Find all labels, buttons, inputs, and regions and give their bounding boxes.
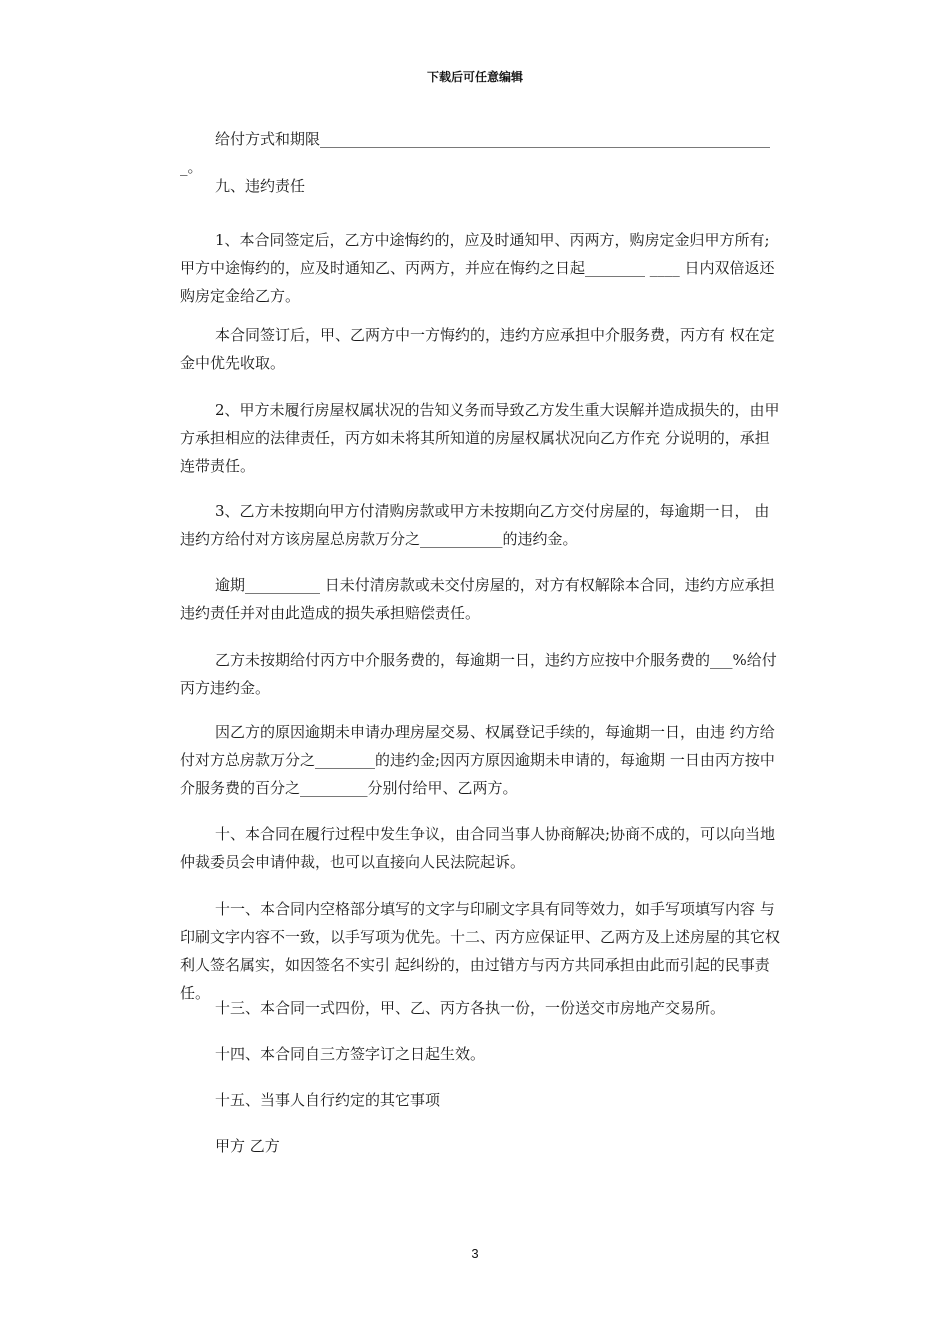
page-number: 3: [471, 1246, 479, 1261]
page-header: 下载后可任意编辑: [426, 70, 523, 84]
clause-3-service-fee: 乙方未按期给付丙方中介服务费的，每逾期一日，违约方应按中介服务费的___%给付丙方违约金。: [180, 651, 777, 697]
section-ten-dispute: 十、本合同在履行过程中发生争议，由合同当事人协商解决;协商不成的，可以向当地仲裁委员会申请仲裁，也可以直接向人民法院起诉。: [180, 825, 776, 871]
clause-3-overdue: 逾期__________ 日未付清房款或未交付房屋的，对方有权解除本合同，违约方应承担违约责任并对由此造成的损失承担赔偿责任。: [180, 576, 775, 622]
clause-1: 1、本合同签定后，乙方中途悔约的，应及时通知甲、丙两方，购房定金归甲方所有;甲方中途悔约的，应及时通知乙、丙两方，并应在悔约之日起________ ____ 日内双倍返还购房定金给乙方。: [180, 231, 775, 305]
section-eleven-twelve: 十一、本合同内空格部分填写的文字与印刷文字具有同等效力，如手写项填写内容 与印刷文字内容不一致，以手写项为优先。十二、丙方应保证甲、乙两方及上述房屋的其它权利人签名属实，如因签名不实引 起纠纷的，由过错方与丙方共同承担由此而引起的民事责任。: [180, 900, 781, 1002]
section-thirteen: 十三、本合同一式四份，甲、乙、丙方各执一份，一份送交市房地产交易所。: [215, 999, 726, 1017]
signature-parties: 甲方 乙方: [215, 1137, 280, 1155]
clause-1-supplement: 本合同签订后，甲、乙两方中一方悔约的，违约方应承担中介服务费，丙方有 权在定金中优先收取。: [180, 326, 775, 372]
section-fifteen: 十五、当事人自行约定的其它事项: [215, 1091, 441, 1109]
payment-terms-line: 给付方式和期限_____________________________________________________________。: [180, 130, 771, 176]
section-fourteen: 十四、本合同自三方签字订之日起生效。: [215, 1045, 486, 1063]
clause-3: 3、乙方未按期向甲方付清购房款或甲方未按期向乙方交付房屋的，每逾期一日， 由违约方给付对方该房屋总房款万分之___________的违约金。: [180, 502, 770, 548]
clause-2: 2、甲方未履行房屋权属状况的告知义务而导致乙方发生重大误解并造成损失的，由甲方承担相应的法律责任，丙方如未将其所知道的房屋权属状况向乙方作充 分说明的，承担连带责任。: [180, 401, 780, 475]
clause-3-registration: 因乙方的原因逾期未申请办理房屋交易、权属登记手续的，每逾期一日，由违 约方给付对方总房款万分之________的违约金;因丙方原因逾期未申请的，每逾期 一日由丙方按中介服务费的百分之_________分别付给甲、乙两方。: [180, 723, 775, 797]
section-heading-breach: 九、违约责任: [215, 177, 306, 195]
